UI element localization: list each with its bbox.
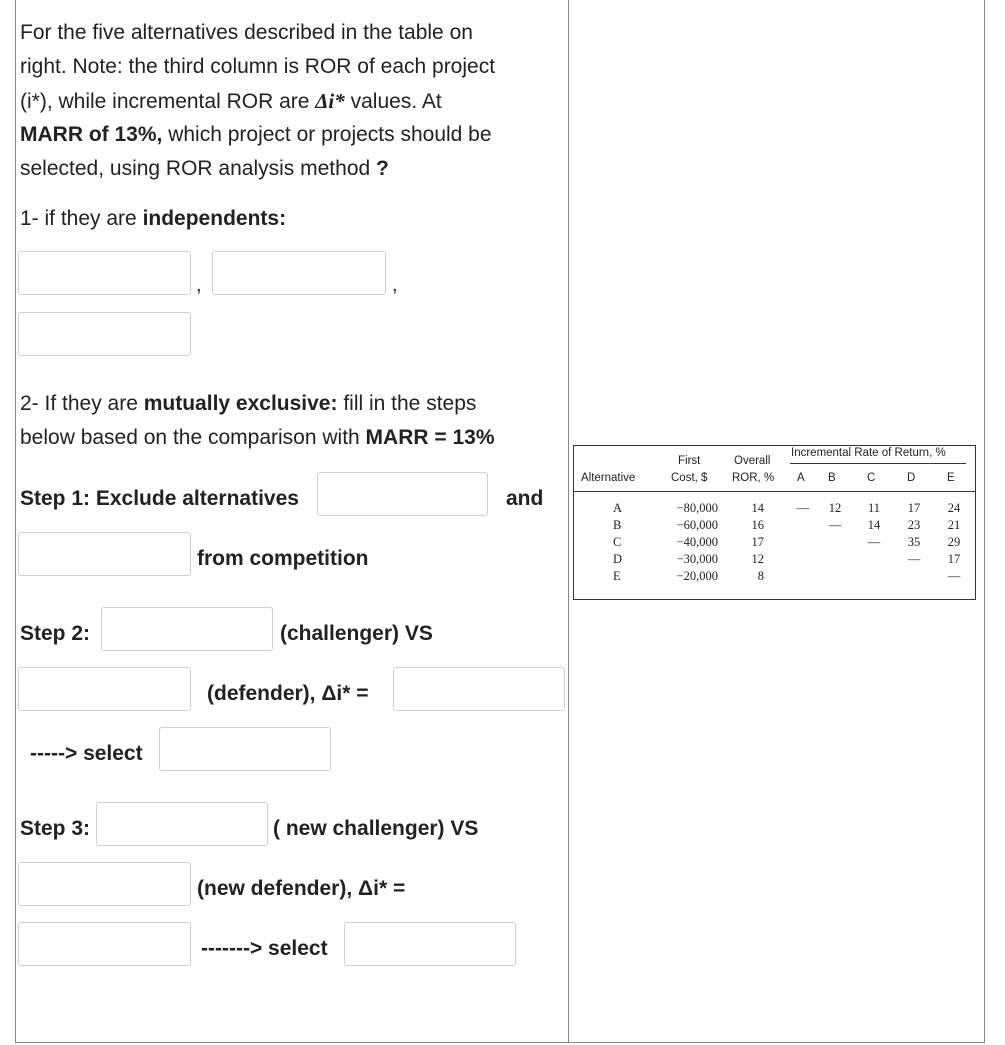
table-cell-incremental-ror: — (796, 501, 810, 515)
independent-answer-2[interactable] (212, 251, 386, 295)
part1-label: 1- if they are independents: (20, 207, 287, 230)
step3-select-input[interactable] (344, 922, 516, 966)
step3-delta-i-input[interactable] (18, 922, 191, 966)
step3-challenger-text: ( new challenger) VS (273, 817, 479, 840)
intro-line-4: MARR of 13%, which project or projects should be (20, 123, 492, 146)
step2-challenger-text: (challenger) VS (280, 622, 433, 645)
header-first: First (678, 455, 701, 467)
table-cell-overall-ror: 16 (751, 518, 764, 532)
comma-separator: , (196, 274, 202, 296)
independent-answer-1[interactable] (18, 251, 191, 295)
step1-exclude-input-2[interactable] (18, 532, 191, 576)
part2-line-1: 2- If they are mutually exclusive: fill in the steps (20, 392, 477, 415)
table-cell-incremental-ror: — (867, 535, 881, 549)
table-cell-overall-ror: 14 (751, 501, 764, 515)
intro-line-1: For the five alternatives described in the table on (20, 21, 473, 44)
step2-challenger-input[interactable] (101, 607, 273, 651)
header-overall: Overall (734, 455, 771, 467)
table-cell-first-cost: −80,000 (676, 501, 718, 515)
step2-label: Step 2: (20, 622, 91, 645)
independent-answer-3[interactable] (18, 312, 191, 356)
table-cell-incremental-ror: 21 (947, 518, 961, 532)
table-cell-alternative: E (613, 569, 621, 583)
step1-and: and (506, 487, 544, 510)
table-cell-incremental-ror: 12 (828, 501, 842, 515)
step1-from-competition: from competition (197, 547, 369, 570)
step2-delta-i-input[interactable] (393, 667, 565, 711)
table-cell-overall-ror: 8 (757, 569, 764, 583)
part2-line-2: below based on the comparison with MARR = 13% (20, 426, 495, 449)
step2-defender-input[interactable] (18, 667, 191, 711)
table-cell-incremental-ror: — (828, 518, 842, 532)
table-cell-incremental-ror: — (907, 552, 921, 566)
table-cell-incremental-ror: 14 (867, 518, 881, 532)
table-cell-alternative: B (613, 518, 622, 532)
table-cell-overall-ror: 12 (751, 552, 764, 566)
header-rule (574, 491, 975, 492)
table-cell-incremental-ror: 35 (907, 535, 921, 549)
intro-line-5: selected, using ROR analysis method ? (20, 157, 389, 180)
comma-separator: , (392, 274, 398, 296)
inc-col-d: D (907, 472, 916, 484)
column-divider (568, 0, 569, 1043)
table-cell-overall-ror: 17 (751, 535, 764, 549)
inc-col-a: A (797, 472, 805, 484)
inc-col-b: B (828, 472, 836, 484)
inc-col-c: C (867, 472, 876, 484)
step1-label: Step 1: Exclude alternatives (20, 487, 299, 510)
step2-select-input[interactable] (159, 727, 331, 771)
step3-defender-text: (new defender), Δi* = (197, 877, 406, 900)
table-cell-first-cost: −40,000 (676, 535, 718, 549)
delta-i-symbol: Δi* (315, 89, 345, 113)
step3-challenger-input[interactable] (96, 802, 268, 846)
table-cell-first-cost: −30,000 (676, 552, 718, 566)
table-cell-alternative: C (613, 535, 622, 549)
step2-select-text: -----> select (30, 742, 143, 765)
step2-defender-text: (defender), Δi* = (207, 682, 369, 705)
alternatives-table (573, 445, 976, 600)
header-alternative: Alternative (581, 472, 636, 484)
table-cell-incremental-ror: 29 (947, 535, 961, 549)
step3-label: Step 3: (20, 817, 91, 840)
incremental-header-rule (790, 463, 966, 464)
header-cost: Cost, $ (671, 472, 708, 484)
table-cell-incremental-ror: 24 (947, 501, 961, 515)
inc-col-e: E (947, 472, 955, 484)
intro-line-2: right. Note: the third column is ROR of each project (20, 55, 496, 78)
table-cell-incremental-ror: 11 (867, 501, 881, 515)
step3-select-text: -------> select (201, 937, 328, 960)
table-cell-incremental-ror: 23 (907, 518, 921, 532)
table-cell-alternative: A (613, 501, 623, 515)
header-ror: ROR, % (732, 472, 775, 484)
table-cell-first-cost: −60,000 (676, 518, 718, 532)
table-cell-first-cost: −20,000 (676, 569, 718, 583)
intro-line-3: (i*), while incremental ROR are Δi* values. At (20, 89, 442, 113)
step3-defender-input[interactable] (18, 862, 191, 906)
header-incremental: Incremental Rate of Return, % (791, 447, 946, 459)
table-cell-incremental-ror: 17 (947, 552, 961, 566)
table-cell-incremental-ror: — (947, 569, 961, 583)
step1-exclude-input-1[interactable] (317, 472, 488, 516)
table-cell-incremental-ror: 17 (907, 501, 921, 515)
table-cell-alternative: D (613, 552, 623, 566)
